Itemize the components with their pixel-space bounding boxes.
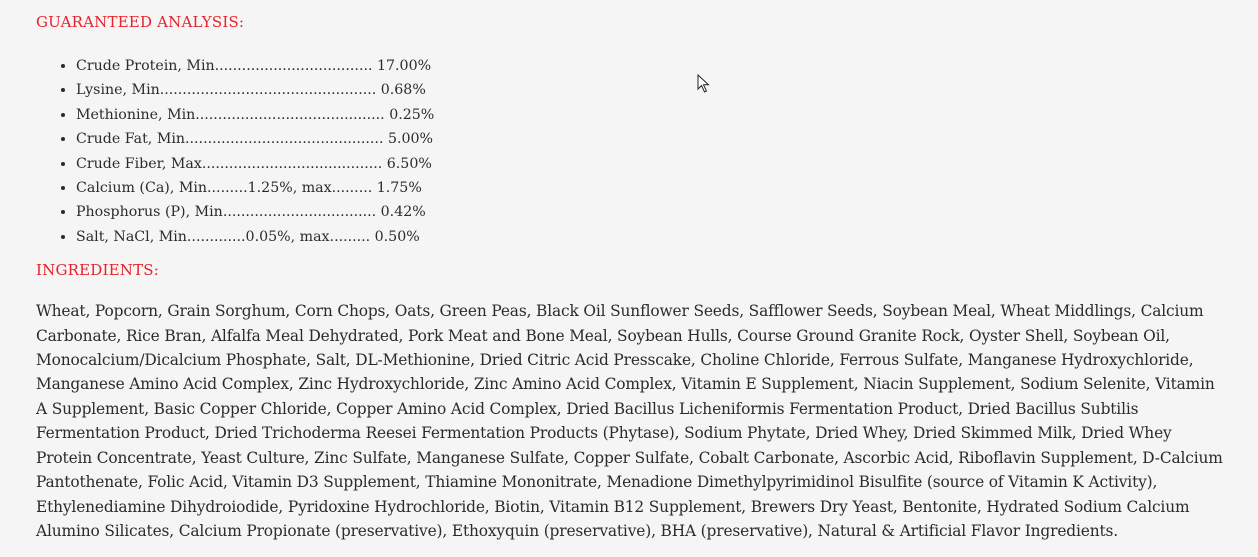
guaranteed-analysis-list — [36, 54, 1236, 249]
guaranteed-analysis-heading: GUARANTEED ANALYSIS: — [36, 13, 245, 31]
analysis-item-methionine: • Methionine, Min.......................................... 0.25% — [76, 103, 1236, 127]
analysis-item-crude-fat: • Crude Fat, Min............................................ 5.00% — [76, 127, 1236, 151]
ingredients-text: Wheat, Popcorn, Grain Sorghum, Corn Chops, Oats, Green Peas, Black Oil Sunflower Seeds, Safflower Seeds, Soybean Meal, Wheat Middlings, Calcium Carbonate, Rice Bran, Alfalfa Meal Dehydrated, Pork Meat and Bone Meal, Soybean Hulls, Course Ground Granite Rock, Oyster Shell, Soybean Oil, Monocalcium/Dicalcium Phosphate, Salt, DL-Methionine, Dried Citric Acid Presscake, Choline Chloride, Ferrous Sulfate, Manganese Hydroxychloride, Manganese Amino Acid Complex, Zinc Hydroxychloride, Zinc Amino Acid Complex, Vitamin E Supplement, Niacin Supplement, Sodium Selenite, Vitamin A Supplement, Basic Copper Chloride, Copper Amino Acid Complex, Dried Bacillus Licheniformis Fermentation Product, Dried Bacillus Subtilis Fermentation Product, Dried Trichoderma Reesei Fermentation Products (Phytase), Sodium Phytate, Dried Whey, Dried Skimmed Milk, Dried Whey Protein Concentrate, Yeast Culture, Zinc Sulfate, Manganese Sulfate, Copper Sulfate, Cobalt Carbonate, Ascorbic Acid, Riboflavin Supplement, D-Calcium Pantothenate, Folic Acid, Vitamin D3 Supplement, Thiamine Mononitrate, Menadione Dimethylpyrimidinol Bisulfite (source of Vitamin K Activity), Ethylenediamine Dihydroiodide, Pyridoxine Hydrochloride, Biotin, Vitamin B12 Supplement, Brewers Dry Yeast, Bentonite, Hydrated Sodium Calcium Alumino Silicates, Calcium Propionate (preservative), Ethoxyquin (preservative), BHA (preservative), Natural & Artificial Flavor Ingredients. — [36, 302, 1223, 540]
mouse-pointer-icon — [697, 74, 711, 94]
analysis-item-crude-fiber: • Crude Fiber, Max........................................ 6.50% — [76, 152, 1236, 176]
analysis-item-calcium: • Calcium (Ca), Min.........1.25%, max......... 1.75% — [76, 176, 1236, 200]
analysis-item-phosphorus: • Phosphorus (P), Min.................................. 0.42% — [76, 200, 1236, 224]
ingredients-heading: INGREDIENTS: — [36, 261, 160, 280]
analysis-item-crude-protein: • Crude Protein, Min................................... 17.00% — [76, 54, 1236, 78]
product-info-section — [36, 10, 1236, 543]
analysis-item-lysine: • Lysine, Min................................................ 0.68% — [76, 78, 1236, 102]
analysis-item-salt: • Salt, NaCl, Min.............0.05%, max......... 0.50% — [76, 225, 1236, 249]
